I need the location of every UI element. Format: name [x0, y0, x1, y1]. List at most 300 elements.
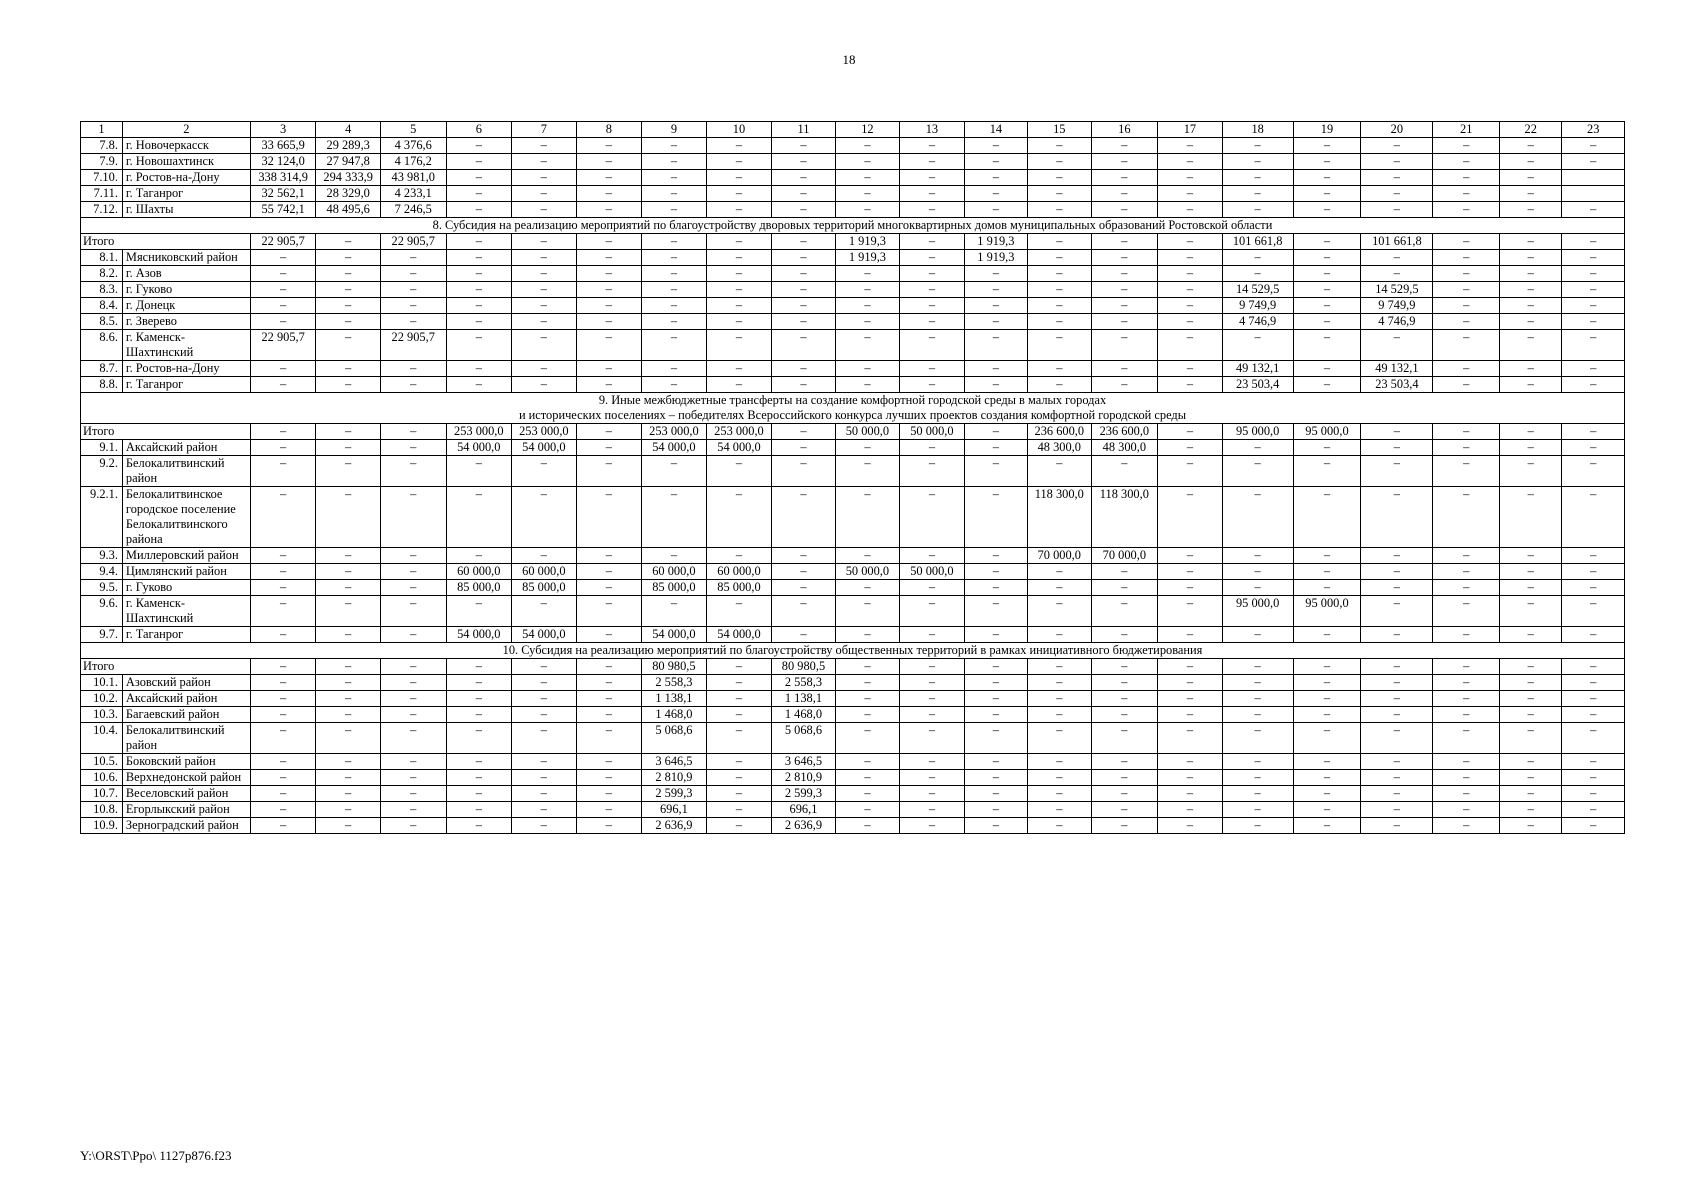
value-cell: – — [1562, 154, 1625, 170]
table-row — [81, 456, 1625, 487]
value-cell: – — [964, 770, 1027, 786]
value-cell: – — [835, 298, 900, 314]
value-cell: – — [1293, 250, 1361, 266]
value-cell: – — [1222, 330, 1293, 361]
value-cell: – — [1361, 202, 1433, 218]
value-cell: – — [1433, 202, 1500, 218]
municipality-name: г. Ростов-на-Дону — [122, 361, 250, 377]
value-cell: – — [250, 266, 316, 282]
value-cell: – — [772, 487, 835, 548]
value-cell: – — [1293, 675, 1361, 691]
value-cell: – — [1091, 691, 1158, 707]
value-cell: 2 636,9 — [772, 818, 835, 834]
value-cell: – — [835, 202, 900, 218]
value-cell: – — [642, 170, 707, 186]
value-cell: – — [835, 170, 900, 186]
value-cell: – — [706, 250, 772, 266]
value-cell: – — [380, 659, 446, 675]
value-cell: – — [900, 707, 965, 723]
value-cell: – — [1158, 723, 1223, 754]
value-cell: – — [1158, 314, 1223, 330]
value-cell: – — [964, 440, 1027, 456]
value-cell: – — [1028, 802, 1091, 818]
value-cell: – — [1433, 723, 1500, 754]
value-cell: 4 176,2 — [380, 154, 446, 170]
value-cell: – — [1091, 361, 1158, 377]
value-cell: – — [1361, 138, 1433, 154]
value-cell: – — [1158, 487, 1223, 548]
value-cell: – — [1028, 330, 1091, 361]
value-cell: – — [380, 424, 446, 440]
column-header: 13 — [900, 122, 965, 138]
value-cell: 32 562,1 — [250, 186, 316, 202]
value-cell: – — [1293, 487, 1361, 548]
municipality-name: г. Таганрог — [122, 377, 250, 393]
value-cell: – — [380, 377, 446, 393]
value-cell: – — [446, 282, 512, 298]
value-cell: – — [772, 154, 835, 170]
value-cell: – — [512, 266, 577, 282]
value-cell: – — [772, 564, 835, 580]
value-cell: – — [1222, 723, 1293, 754]
value-cell: – — [1293, 170, 1361, 186]
value-cell: – — [1500, 786, 1562, 802]
value-cell: – — [1158, 440, 1223, 456]
value-cell: – — [380, 250, 446, 266]
value-cell: – — [835, 754, 900, 770]
value-cell: – — [1293, 786, 1361, 802]
value-cell: – — [1562, 786, 1625, 802]
value-cell: – — [1562, 675, 1625, 691]
value-cell: 4 376,6 — [380, 138, 446, 154]
value-cell: – — [1158, 298, 1223, 314]
table-row — [81, 675, 1625, 691]
row-number: 8.8. — [81, 377, 123, 393]
value-cell: – — [900, 627, 965, 643]
column-header: 8 — [576, 122, 642, 138]
value-cell: – — [446, 330, 512, 361]
value-cell: – — [1500, 818, 1562, 834]
value-cell: – — [1293, 754, 1361, 770]
value-cell: – — [835, 548, 900, 564]
value-cell: – — [1500, 298, 1562, 314]
municipality-name: г. Каменск-Шахтинский — [122, 596, 250, 627]
row-number: 9.3. — [81, 548, 123, 564]
value-cell: – — [1222, 548, 1293, 564]
table-row — [81, 282, 1625, 298]
value-cell: – — [772, 298, 835, 314]
value-cell: – — [900, 596, 965, 627]
municipality-name: Белокалитвинский район — [122, 456, 250, 487]
value-cell: – — [1361, 723, 1433, 754]
municipality-name: г. Новошахтинск — [122, 154, 250, 170]
table-row — [81, 361, 1625, 377]
value-cell: – — [706, 675, 772, 691]
value-cell: – — [772, 266, 835, 282]
table-row — [81, 786, 1625, 802]
value-cell: – — [380, 282, 446, 298]
municipality-name: Цимлянский район — [122, 564, 250, 580]
value-cell: 1 138,1 — [772, 691, 835, 707]
value-cell: – — [1158, 786, 1223, 802]
value-cell: – — [316, 580, 381, 596]
value-cell: – — [1222, 170, 1293, 186]
value-cell: – — [1433, 330, 1500, 361]
value-cell: – — [642, 138, 707, 154]
footer-file-path: Y:\ORST\Ppo\ 1127p876.f23 — [80, 1148, 232, 1163]
value-cell: – — [1361, 456, 1433, 487]
value-cell: – — [1562, 424, 1625, 440]
value-cell: – — [1433, 548, 1500, 564]
value-cell: – — [316, 440, 381, 456]
value-cell: – — [1028, 691, 1091, 707]
value-cell: – — [446, 456, 512, 487]
value-cell: 29 289,3 — [316, 138, 381, 154]
value-cell: – — [380, 298, 446, 314]
row-number: 7.9. — [81, 154, 123, 170]
value-cell: – — [316, 282, 381, 298]
value-cell: – — [1433, 754, 1500, 770]
value-cell: – — [1361, 564, 1433, 580]
value-cell: 14 529,5 — [1222, 282, 1293, 298]
value-cell: – — [1028, 786, 1091, 802]
row-number: 8.1. — [81, 250, 123, 266]
value-cell: – — [250, 723, 316, 754]
value-cell: – — [1222, 818, 1293, 834]
value-cell: – — [316, 298, 381, 314]
row-number: 8.4. — [81, 298, 123, 314]
municipality-name: Егорлыкский район — [122, 802, 250, 818]
value-cell: – — [512, 754, 577, 770]
value-cell: – — [1433, 440, 1500, 456]
value-cell: 85 000,0 — [706, 580, 772, 596]
value-cell: – — [446, 707, 512, 723]
value-cell: – — [1028, 170, 1091, 186]
value-cell: – — [1158, 234, 1223, 250]
value-cell: – — [1293, 298, 1361, 314]
value-cell: – — [1361, 330, 1433, 361]
value-cell: – — [835, 138, 900, 154]
value-cell: – — [446, 548, 512, 564]
value-cell: – — [964, 266, 1027, 282]
value-cell: – — [706, 330, 772, 361]
value-cell: – — [316, 564, 381, 580]
value-cell: – — [1028, 770, 1091, 786]
value-cell: – — [1361, 802, 1433, 818]
value-cell: – — [835, 723, 900, 754]
value-cell: – — [1562, 580, 1625, 596]
value-cell: – — [1158, 659, 1223, 675]
value-cell: – — [1293, 580, 1361, 596]
value-cell: – — [1562, 548, 1625, 564]
value-cell: – — [380, 770, 446, 786]
value-cell: – — [1433, 675, 1500, 691]
value-cell: – — [1500, 138, 1562, 154]
value-cell: – — [1361, 487, 1433, 548]
value-cell: 4 746,9 — [1361, 314, 1433, 330]
value-cell: – — [1222, 675, 1293, 691]
value-cell: – — [964, 818, 1027, 834]
value-cell: – — [900, 314, 965, 330]
value-cell: – — [900, 186, 965, 202]
column-header: 1 — [81, 122, 123, 138]
value-cell: – — [1028, 707, 1091, 723]
value-cell: – — [1091, 564, 1158, 580]
value-cell: 3 646,5 — [642, 754, 707, 770]
value-cell: – — [250, 282, 316, 298]
value-cell: – — [1158, 548, 1223, 564]
value-cell: – — [1562, 298, 1625, 314]
value-cell: 23 503,4 — [1222, 377, 1293, 393]
column-header: 16 — [1091, 122, 1158, 138]
value-cell: – — [1293, 138, 1361, 154]
value-cell: – — [1562, 770, 1625, 786]
value-cell: – — [900, 234, 965, 250]
column-header: 7 — [512, 122, 577, 138]
municipality-name: г. Шахты — [122, 202, 250, 218]
value-cell: – — [1293, 314, 1361, 330]
value-cell: – — [1500, 170, 1562, 186]
value-cell: 50 000,0 — [835, 564, 900, 580]
value-cell: 236 600,0 — [1091, 424, 1158, 440]
value-cell: – — [706, 723, 772, 754]
value-cell: 54 000,0 — [642, 627, 707, 643]
value-cell: – — [772, 250, 835, 266]
value-cell: – — [835, 456, 900, 487]
value-cell: – — [446, 138, 512, 154]
value-cell: – — [1158, 138, 1223, 154]
value-cell: – — [512, 596, 577, 627]
value-cell: – — [1562, 754, 1625, 770]
value-cell: – — [1433, 361, 1500, 377]
table-row — [81, 723, 1625, 754]
value-cell: – — [1361, 580, 1433, 596]
table-row — [81, 377, 1625, 393]
value-cell: – — [512, 818, 577, 834]
value-cell: – — [1028, 377, 1091, 393]
value-cell: 54 000,0 — [446, 627, 512, 643]
value-cell: – — [772, 282, 835, 298]
value-cell: – — [1293, 770, 1361, 786]
value-cell: 28 329,0 — [316, 186, 381, 202]
value-cell: – — [1433, 314, 1500, 330]
column-header: 21 — [1433, 122, 1500, 138]
value-cell: – — [380, 723, 446, 754]
value-cell: – — [512, 282, 577, 298]
value-cell: – — [642, 456, 707, 487]
value-cell: – — [250, 298, 316, 314]
value-cell: – — [835, 786, 900, 802]
column-header: 12 — [835, 122, 900, 138]
value-cell: – — [835, 314, 900, 330]
municipality-name: Миллеровский район — [122, 548, 250, 564]
value-cell: – — [642, 186, 707, 202]
value-cell: 85 000,0 — [642, 580, 707, 596]
row-number: 9.2.1. — [81, 487, 123, 548]
value-cell: – — [964, 154, 1027, 170]
value-cell: – — [706, 691, 772, 707]
value-cell: – — [1028, 202, 1091, 218]
municipality-name: г. Гуково — [122, 282, 250, 298]
value-cell: 118 300,0 — [1091, 487, 1158, 548]
value-cell: 1 919,3 — [835, 250, 900, 266]
value-cell: – — [446, 250, 512, 266]
value-cell: – — [316, 627, 381, 643]
value-cell: 4 233,1 — [380, 186, 446, 202]
value-cell: – — [576, 675, 642, 691]
value-cell: – — [1361, 659, 1433, 675]
value-cell: – — [446, 691, 512, 707]
municipality-name: Аксайский район — [122, 440, 250, 456]
value-cell: – — [772, 424, 835, 440]
value-cell: – — [964, 754, 1027, 770]
value-cell: – — [1433, 186, 1500, 202]
value-cell: 4 746,9 — [1222, 314, 1293, 330]
value-cell: – — [900, 377, 965, 393]
value-cell: – — [1500, 802, 1562, 818]
value-cell: – — [1361, 440, 1433, 456]
value-cell: – — [1562, 659, 1625, 675]
table-row — [81, 580, 1625, 596]
value-cell: 101 661,8 — [1361, 234, 1433, 250]
value-cell: – — [250, 675, 316, 691]
municipality-name: г. Гуково — [122, 580, 250, 596]
value-cell: – — [706, 298, 772, 314]
value-cell: – — [1433, 786, 1500, 802]
value-cell: – — [1433, 154, 1500, 170]
value-cell: – — [1091, 138, 1158, 154]
section-heading-row — [81, 218, 1625, 234]
value-cell: – — [1028, 250, 1091, 266]
value-cell: – — [964, 186, 1027, 202]
value-cell: – — [1222, 250, 1293, 266]
row-number: 8.2. — [81, 266, 123, 282]
value-cell: – — [1091, 456, 1158, 487]
value-cell: – — [706, 487, 772, 548]
value-cell: – — [1500, 314, 1562, 330]
value-cell: – — [1562, 723, 1625, 754]
value-cell: 95 000,0 — [1293, 596, 1361, 627]
value-cell: – — [1562, 377, 1625, 393]
value-cell: – — [576, 802, 642, 818]
value-cell: 49 132,1 — [1361, 361, 1433, 377]
value-cell: – — [1091, 770, 1158, 786]
value-cell: – — [1091, 675, 1158, 691]
value-cell: – — [1433, 818, 1500, 834]
value-cell: – — [1500, 202, 1562, 218]
value-cell: 2 810,9 — [642, 770, 707, 786]
value-cell: – — [1433, 250, 1500, 266]
value-cell: – — [576, 138, 642, 154]
value-cell: – — [772, 186, 835, 202]
value-cell: – — [1028, 723, 1091, 754]
value-cell: – — [1293, 802, 1361, 818]
value-cell: – — [900, 691, 965, 707]
value-cell: – — [316, 659, 381, 675]
column-header: 17 — [1158, 122, 1223, 138]
value-cell: – — [576, 186, 642, 202]
value-cell: – — [1091, 250, 1158, 266]
value-cell: – — [316, 707, 381, 723]
value-cell: – — [316, 361, 381, 377]
value-cell: – — [1293, 282, 1361, 298]
total-label: Итого — [81, 234, 251, 250]
value-cell: – — [1562, 487, 1625, 548]
value-cell: – — [576, 564, 642, 580]
value-cell: – — [964, 802, 1027, 818]
value-cell: – — [706, 186, 772, 202]
value-cell: – — [1091, 659, 1158, 675]
value-cell: – — [446, 818, 512, 834]
value-cell: – — [1562, 202, 1625, 218]
value-cell: – — [316, 424, 381, 440]
table-row — [81, 138, 1625, 154]
table-row — [81, 548, 1625, 564]
value-cell: – — [250, 818, 316, 834]
value-cell: – — [576, 202, 642, 218]
value-cell: – — [1562, 596, 1625, 627]
value-cell: – — [1562, 564, 1625, 580]
section-heading — [81, 218, 1625, 234]
value-cell: – — [900, 361, 965, 377]
value-cell: – — [772, 202, 835, 218]
value-cell: – — [446, 675, 512, 691]
value-cell: – — [1158, 330, 1223, 361]
value-cell: – — [900, 456, 965, 487]
value-cell: – — [1028, 266, 1091, 282]
value-cell: – — [250, 487, 316, 548]
column-header: 10 — [706, 122, 772, 138]
value-cell: – — [1222, 138, 1293, 154]
section-heading-line: 10. Субсидия на реализацию мероприятий по благоустройству общественных территорий в рамках инициативного бюджетирования — [502, 643, 1203, 657]
value-cell: – — [1222, 440, 1293, 456]
value-cell: 101 661,8 — [1222, 234, 1293, 250]
table-row — [81, 627, 1625, 643]
page-number: 18 — [842, 52, 856, 67]
table-row — [81, 186, 1625, 202]
value-cell: – — [512, 330, 577, 361]
value-cell: – — [512, 659, 577, 675]
value-cell: – — [1433, 596, 1500, 627]
value-cell: – — [1158, 802, 1223, 818]
value-cell: 9 749,9 — [1222, 298, 1293, 314]
value-cell: – — [512, 314, 577, 330]
value-cell: – — [1293, 202, 1361, 218]
value-cell: 253 000,0 — [706, 424, 772, 440]
value-cell: – — [1293, 154, 1361, 170]
value-cell: – — [772, 361, 835, 377]
value-cell: – — [316, 234, 381, 250]
value-cell: – — [316, 596, 381, 627]
value-cell: – — [1028, 659, 1091, 675]
column-header: 20 — [1361, 122, 1433, 138]
value-cell: – — [576, 770, 642, 786]
value-cell: – — [512, 170, 577, 186]
value-cell: – — [576, 723, 642, 754]
value-cell: – — [642, 361, 707, 377]
value-cell: – — [512, 154, 577, 170]
value-cell: – — [1361, 154, 1433, 170]
municipality-name: Боковский район — [122, 754, 250, 770]
value-cell: – — [316, 377, 381, 393]
table-row — [81, 564, 1625, 580]
value-cell: – — [1500, 627, 1562, 643]
value-cell: – — [1091, 818, 1158, 834]
municipality-name: г. Таганрог — [122, 186, 250, 202]
value-cell: – — [1361, 707, 1433, 723]
value-cell: – — [835, 675, 900, 691]
section-heading — [81, 393, 1625, 424]
